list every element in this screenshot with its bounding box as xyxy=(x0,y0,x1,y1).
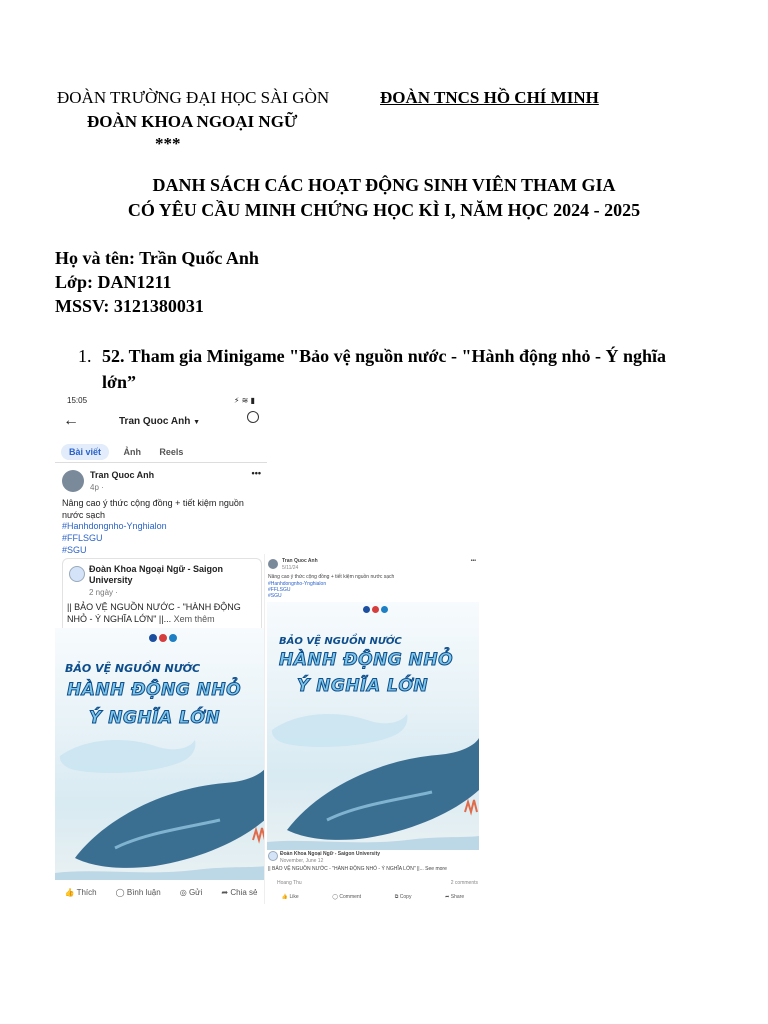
hashtag-2[interactable]: #FFLSGU xyxy=(268,587,291,593)
campaign-poster xyxy=(267,602,479,850)
status-icons: ⚡ ≋ ▮ xyxy=(233,396,255,405)
facebook-profile-screenshot xyxy=(55,392,267,904)
student-class: Lớp: DAN1211 xyxy=(55,272,172,292)
shared-text: || BẢO VỆ NGUỒN NƯỚC - "HÀNH ĐỘNG NHỎ - Ý NGHĨA LỚN" ||... Xem thêm xyxy=(67,602,241,624)
search-icon[interactable] xyxy=(247,411,259,423)
student-id: MSSV: 3121380031 xyxy=(55,296,204,316)
share-button[interactable]: ➦ Share xyxy=(445,894,465,900)
avatar[interactable] xyxy=(268,559,278,569)
like-button[interactable]: 👍 Thích xyxy=(64,887,97,897)
copy-button[interactable]: ⧉ Copy xyxy=(394,894,412,900)
campaign-poster xyxy=(55,628,267,880)
whale-illustration xyxy=(55,728,267,880)
activity-number: 1. xyxy=(78,346,92,366)
profile-title[interactable]: Tran Quoc Anh ▼ xyxy=(119,416,201,427)
youth-union-name: ĐOÀN TNCS HỒ CHÍ MINH xyxy=(380,88,599,107)
comment-button[interactable]: ◯ Bình luận xyxy=(115,887,161,897)
status-time: 15:05 xyxy=(67,396,88,405)
share-button[interactable]: ➦ Chia sẻ xyxy=(221,887,258,897)
whale-illustration xyxy=(267,702,479,850)
hashtag-1[interactable]: #Hanhdongnho-Ynghialon xyxy=(62,521,167,531)
student-name: Họ và tên: Trần Quốc Anh xyxy=(55,248,259,268)
see-more-link[interactable]: See more xyxy=(425,866,447,872)
header-stars: *** xyxy=(155,134,181,153)
document-title-line1: DANH SÁCH CÁC HOẠT ĐỘNG SINH VIÊN THAM GIA xyxy=(152,175,616,195)
post-author[interactable]: Tran Quoc Anh xyxy=(90,470,155,480)
caret-down-icon: ▼ xyxy=(193,419,201,426)
comment-button[interactable]: ◯ Comment xyxy=(332,894,362,900)
see-more-link[interactable]: Xem thêm xyxy=(173,614,215,624)
hashtag-1[interactable]: #Hanhdongnho-Ynghialon xyxy=(268,581,327,587)
poster-title-1: HÀNH ĐỘNG NHỎ xyxy=(67,680,242,700)
shared-page-name[interactable]: Đoàn Khoa Ngoại Ngữ - Saigon University xyxy=(89,564,224,585)
shared-time: November, June 12 xyxy=(280,858,324,864)
post-time: 4p · xyxy=(90,483,104,492)
poster-logos xyxy=(363,606,388,613)
avatar[interactable] xyxy=(62,470,84,492)
facebook-post-screenshot xyxy=(264,554,481,904)
page-logo-icon xyxy=(268,851,278,861)
hashtag-2[interactable]: #FFLSGU xyxy=(62,533,103,543)
comments-count[interactable]: 2 comments xyxy=(450,880,478,886)
page-logo-icon xyxy=(69,566,85,582)
document-title-line2: CÓ YÊU CẦU MINH CHỨNG HỌC KÌ I, NĂM HỌC 2024 - 2025 xyxy=(127,200,641,220)
poster-title-2: Ý NGHĨA LỚN xyxy=(297,676,429,696)
profile-tabs xyxy=(61,442,183,460)
poster-logos xyxy=(149,634,177,642)
hashtag-3[interactable]: #SGU xyxy=(268,593,282,599)
faculty-union-name: ĐOÀN KHOA NGOẠI NGỮ xyxy=(87,112,298,131)
send-button[interactable]: ◎ Gửi xyxy=(179,887,203,897)
post-actions xyxy=(55,880,267,904)
like-button[interactable]: 👍 Like xyxy=(281,894,299,900)
post-text: Nâng cao ý thức cộng đồng + tiết kiệm nguồn nước sạch xyxy=(268,574,395,580)
hashtag-3[interactable]: #SGU xyxy=(62,545,87,555)
tab-posts[interactable]: Bài viết xyxy=(61,444,109,460)
activity-text: 52. Tham gia Minigame "Bảo vệ nguồn nước - "Hành động nhỏ - Ý nghĩa lớn” xyxy=(102,346,667,392)
poster-title-2: Ý NGHĨA LỚN xyxy=(89,708,221,728)
tab-reels[interactable]: Reels xyxy=(159,447,184,457)
viewer-name: Hoang Thu xyxy=(277,880,302,886)
post-actions xyxy=(265,890,481,904)
more-options-icon[interactable]: ••• xyxy=(470,558,476,564)
post-author[interactable]: Tran Quoc Anh xyxy=(282,558,318,564)
back-arrow-icon[interactable]: ← xyxy=(63,412,79,429)
poster-subtitle: BẢO VỆ NGUỒN NƯỚC xyxy=(65,662,201,675)
shared-time: 2 ngày · xyxy=(89,588,118,597)
post-time: 5/11/24 xyxy=(282,565,299,571)
more-options-icon[interactable]: ••• xyxy=(251,468,261,478)
tab-photos[interactable]: Ảnh xyxy=(123,447,141,457)
poster-subtitle: BẢO VỆ NGUỒN NƯỚC xyxy=(279,636,402,647)
shared-page-name[interactable]: Đoàn Khoa Ngoại Ngữ - Saigon University xyxy=(280,851,381,857)
post-text: Nâng cao ý thức cộng đồng + tiết kiệm nguồn nước sạch xyxy=(62,498,244,520)
shared-text: || BẢO VỆ NGUỒN NƯỚC - "HÀNH ĐỘNG NHỎ - Ý NGHĨA LỚN" ||... See more xyxy=(268,866,447,872)
poster-title-1: HÀNH ĐỘNG NHỎ xyxy=(279,650,454,670)
school-union-name: ĐOÀN TRƯỜNG ĐẠI HỌC SÀI GÒN xyxy=(57,88,330,107)
